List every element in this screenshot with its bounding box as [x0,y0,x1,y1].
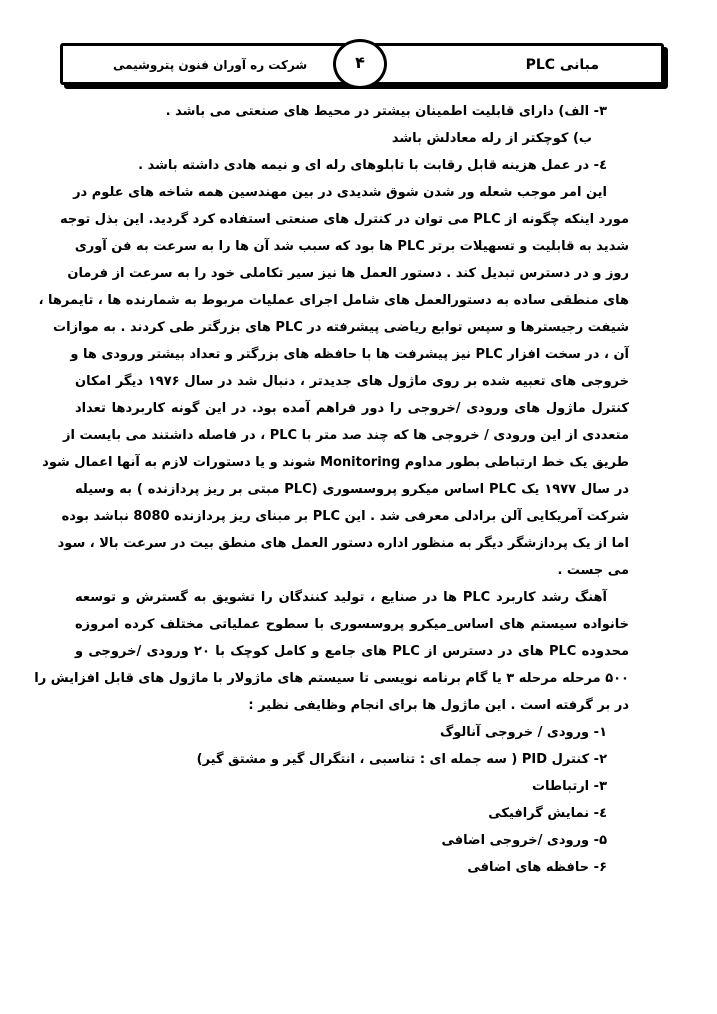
list-item: ۵- ورودی /خروجی اضافی [441,833,607,848]
list-item: ٤- نمایش گرافیکی [488,806,607,821]
text-line: اما از یک پردازشگر دیگر به منظور اداره دستور العمل های منطق بیت در سرعت بالا ، سود [57,536,629,551]
text-line: در بر گرفته است . این ماژول ها برای انجام وظایفی نظیر : [248,698,629,713]
chapter-title: مبانی PLC [525,57,599,73]
text-line: خروجی های تعبیه شده بر روی ماژول های جدیدتر ، دنبال شد در سال ۱۹۷۶ دیگر امکان [75,374,630,389]
list-item: ۲- کنترل PID ( سه جمله ای : تناسبی ، انتگرال گیر و مشتق گیر) [196,752,607,767]
text-line: ۵۰۰ مرحله مرحله ۳ یا گام برنامه نویسی تا سیستم های ماژولار با ماژول های قابل افزایش را [34,671,629,686]
text-line: شرکت آمریکایی آلن برادلی معرفی شد . این PLC بر مبنای ریز پردازنده 8080 نباشد بوده [61,509,629,524]
document-body [34,98,630,881]
text-line: ب) کوچکتر از رله معادلش باشد [391,131,592,146]
text-line: در سال ۱۹۷۷ یک PLC اساس میکرو پروسسوری (PLC مبتی بر ریز پردازنده ) به وسیله [75,482,629,497]
text-line: روز و در دسترس تبدیل کند . دستور العمل ها نیز سیر تکاملی خود را به سرعت از فرمان [67,266,629,281]
text-line: طریق یک خط ارتباطی بطور مداوم Monitoring شوند و یا دستورات لازم به آنها اعمال شود [42,455,629,470]
text-line: این امر موجب شعله ور شدن شوق شدیدی در بین مهندسین همه شاخه های علوم در [73,185,607,200]
text-line: آهنگ رشد کاربرد PLC ها در صنایع ، تولید کنندگان را تشویق به گسترش و توسعه [75,590,607,605]
text-line: محدوده PLC های در دسترس از PLC های جامع و کامل کوچک با ۲۰ ورودی /خروجی و [75,644,630,659]
text-line: شیفت رجیسترها و سپس توابع ریاضی پیشرفته در PLC های بزرگتر طی کردند . به موازات [53,320,629,335]
page-header [60,43,664,85]
text-line: ٤- در عمل هزینه قابل رقابت با تابلوهای رله ای و نیمه هادی داشته باشد . [138,158,607,173]
text-line: آن ، در سخت افزار PLC نیز پیشرفت ها با حافظه های بزرگتر و تعداد بیشتر ورودی ها و [70,347,629,362]
text-line: شدید به قابلیت و تسهیلات برتر PLC ها بود که سبب شد آن ها را به سرعت به فن آوری [74,239,629,254]
list-item: ۳- ارتباطات [531,779,607,794]
text-line: متعددی از این ورودی / خروجی ها که چند صد متر با PLC ، در فاصله داشتند می بایست از [62,428,629,443]
list-item: ۶- حافظه های اضافی [467,860,607,875]
text-line: مورد اینکه چگونه از PLC می توان در کنترل های صنعتی استفاده کرد گردید. این بذل توجه [59,212,629,227]
text-line: های منطقی ساده به دستورالعمل های شامل اجرای عملیات مربوط به شمارنده ها ، تایمرها ، [38,293,629,308]
text-line: خانواده سیستم های اساس_میکرو پروسسوری با سطوح عملیاتی مختلف کرده امروزه [75,617,629,632]
text-line: کنترل ماژول های ورودی /خروجی را دور فراهم آمده بود. در این گونه کاربردها تعداد [75,401,629,416]
page-number: ۴ [333,39,387,89]
company-name: شرکت ره آوران فنون پتروشیمی [113,58,308,72]
text-line: ۳- الف) دارای قابلیت اطمینان بیشتر در محیط های صنعتی می باشد . [165,104,607,119]
text-line: می جست . [557,563,629,578]
list-item: ۱- ورودی / خروجی آنالوگ [439,725,607,740]
